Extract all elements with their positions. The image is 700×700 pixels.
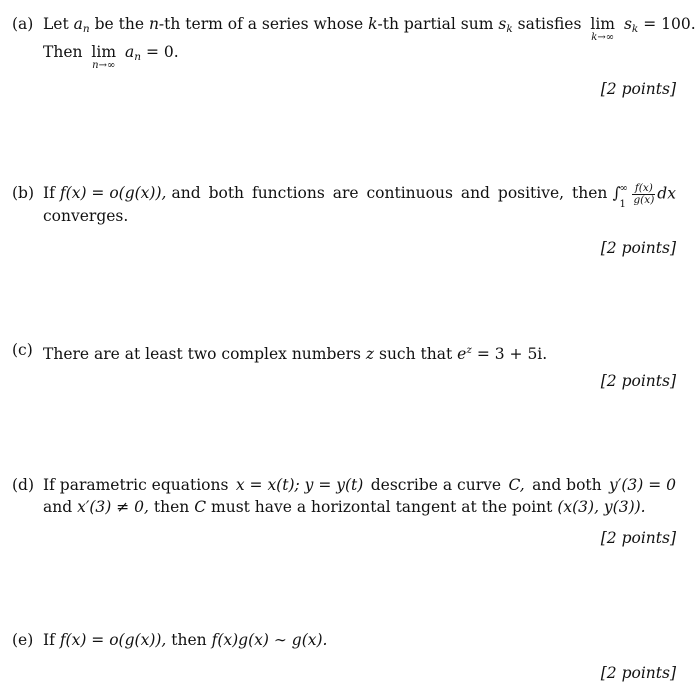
question-text-line-1: If f(x) = o(g(x)), and both functions are continuous and positive, then ∫ ∞ 1 $\frac{f(x)}{g(x)}$ dx — [43, 182, 676, 210]
integral-sign: ∫ ∞ 1 — [612, 182, 628, 210]
limit-k: lim k→∞ — [590, 15, 615, 43]
question-label: (c) — [12, 341, 33, 359]
question-label: (b) — [12, 184, 35, 202]
question-text-line-1: If parametric equations x = x(t); y = y(t) describe a curve C, and both y′(3) = 0 — [43, 476, 676, 494]
question-text-line-2: converges. — [43, 207, 129, 225]
question-text-line-1: If f(x) = o(g(x)), then f(x)g(x) ∼ g(x). — [43, 631, 328, 649]
points-label: [2 points] — [600, 529, 676, 547]
question-label: (d) — [12, 476, 35, 494]
question-e — [12, 630, 676, 690]
question-a — [12, 14, 696, 104]
points-label: [2 points] — [600, 664, 676, 682]
question-d — [12, 475, 676, 555]
question-text-line-2: and x′(3) ≠ 0, then C must have a horizontal tangent at the point (x(3), y(3)). — [43, 498, 646, 516]
points-label: [2 points] — [600, 372, 676, 390]
fraction: $\frac{f(x)}{g(x)}$ — [633, 182, 655, 206]
points-label: [2 points] — [600, 80, 676, 98]
math-exponential: $e^z$ — [457, 344, 472, 363]
question-label: (e) — [12, 631, 34, 649]
math-s-k: $s_k$ — [498, 15, 513, 35]
limit-n: lim n→∞ — [91, 43, 117, 71]
math-a-n: $a_n$ — [73, 15, 90, 35]
question-text-line-1: Let $a_n$ be the n-th term of a series whose k-th partial sum $s_k$ satisfies lim k→∞ $s_k = 100$. — [43, 15, 696, 43]
integral-expression: ∫ ∞ 1 $\frac{f(x)}{g(x)}$ dx — [612, 182, 676, 210]
question-label: (a) — [12, 15, 34, 33]
points-label: [2 points] — [600, 239, 676, 257]
question-b — [12, 183, 676, 263]
question-text-line-2: Then lim n→∞ $a_n = 0$. — [43, 43, 179, 71]
question-text-line-1: There are at least two complex numbers z such that $e^z = 3 + 5i$. — [43, 344, 548, 363]
question-c — [12, 340, 676, 400]
